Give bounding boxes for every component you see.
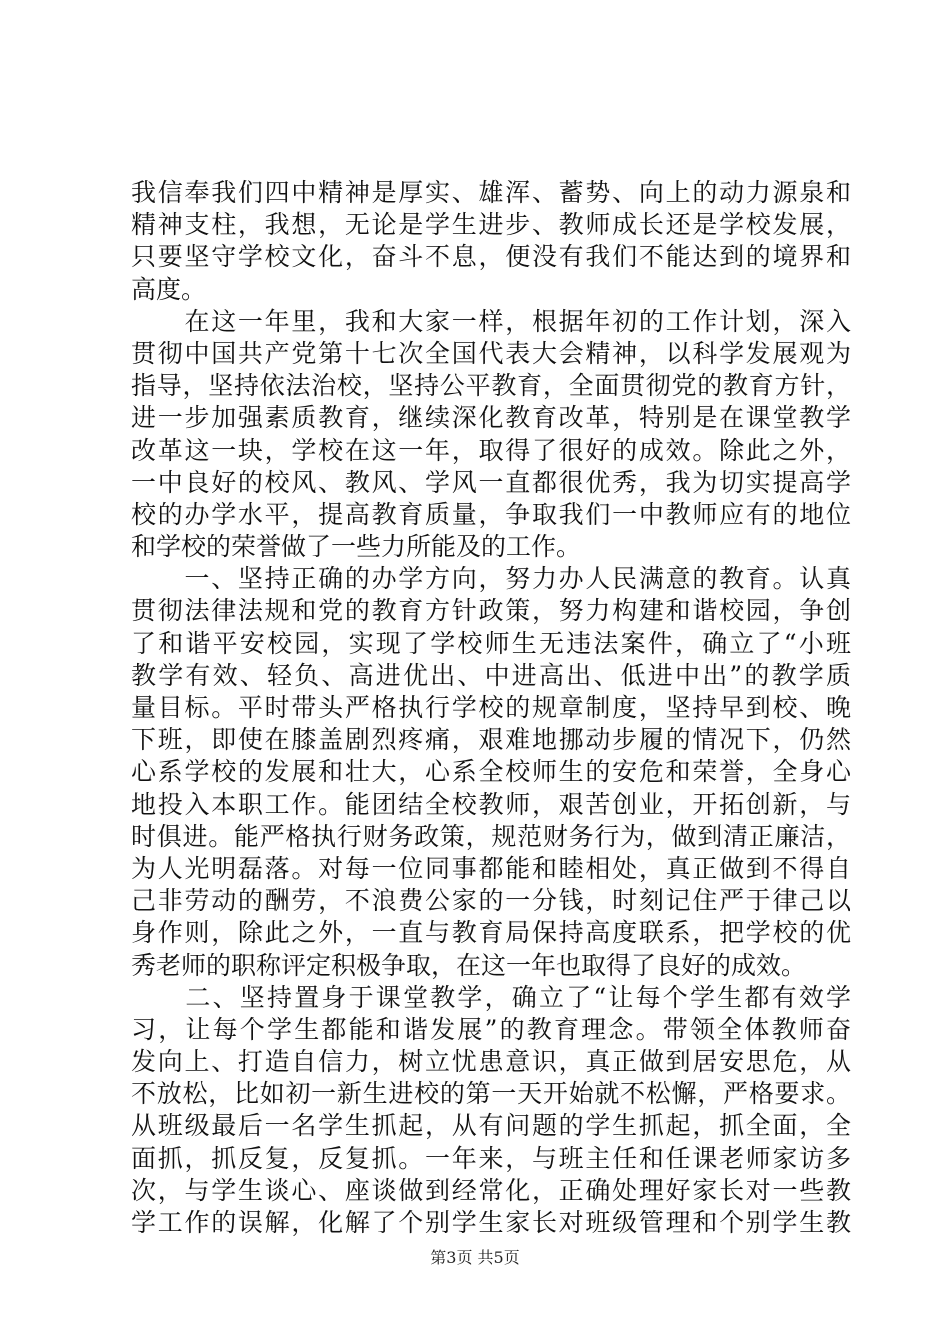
text-line: 发向上、打造自信力，树立忧患意识，真正做到居安思危，从 [131, 1047, 851, 1077]
text-line: 从班级最后一名学生抓起，从有问题的学生抓起，抓全面，全 [131, 1111, 851, 1141]
text-line: 了和谐平安校园，实现了学校师生无违法案件，确立了“小班 [131, 628, 851, 658]
text-line: 量目标。平时带头严格执行学校的规章制度，坚持早到校、晚 [131, 693, 851, 722]
text-line: 面抓，抓反复，反复抓。一年来，与班主任和任课老师家访多 [131, 1143, 851, 1173]
text-line: 秀老师的职称评定积极争取，在这一年也取得了良好的成效。 [131, 950, 807, 980]
page-footer: 第3页 共5页 [430, 1248, 520, 1267]
text-line: 学工作的误解，化解了个别学生家长对班级管理和个别学生教 [131, 1208, 851, 1237]
text-line: 在这一年里，我和大家一样，根据年初的工作计划，深入 [131, 306, 851, 336]
text-line: 贯彻法律法规和党的教育方针政策，努力构建和谐校园，争创 [131, 596, 851, 626]
text-line: 精神支柱，我想，无论是学生进步、教师成长还是学校发展， [131, 210, 851, 240]
text-line: 为人光明磊落。对每一位同事都能和睦相处，真正做到不得自 [131, 853, 851, 883]
text-line: 贯彻中国共产党第十七次全国代表大会精神，以科学发展观为 [131, 338, 851, 368]
text-line: 我信奉我们四中精神是厚实、雄浑、蓄势、向上的动力源泉和 [131, 178, 851, 207]
text-line: 己非劳动的酬劳，不浪费公家的一分钱，时刻记住严于律己以 [131, 886, 851, 916]
text-line: 一、坚持正确的办学方向，努力办人民满意的教育。认真 [131, 564, 851, 594]
text-line: 不放松，比如初一新生进校的第一天开始就不松懈，严格要求。 [131, 1079, 851, 1109]
text-line: 改革这一块，学校在这一年，取得了很好的成效。除此之外， [131, 435, 851, 465]
text-line: 和学校的荣誉做了一些力所能及的工作。 [131, 532, 582, 562]
text-line: 时俱进。能严格执行财务政策，规范财务行为，做到清正廉洁， [131, 821, 851, 851]
text-line: 一中良好的校风、教风、学风一直都很优秀，我为切实提高学 [131, 467, 851, 497]
text-line: 指导，坚持依法治校，坚持公平教育，全面贯彻党的教育方针， [131, 371, 851, 401]
text-line: 习，让每个学生都能和谐发展”的教育理念。带领全体教师奋 [131, 1014, 851, 1044]
text-line: 校的办学水平，提高教育质量，争取我们一中教师应有的地位 [131, 499, 851, 529]
text-line: 只要坚守学校文化，奋斗不息，便没有我们不能达到的境界和 [131, 242, 851, 272]
text-line: 心系学校的发展和壮大，心系全校师生的安危和荣誉，全身心 [131, 757, 851, 787]
text-line: 下班，即使在膝盖剧烈疼痛，艰难地挪动步履的情况下，仍然 [131, 725, 851, 755]
text-line: 教学有效、轻负、高进优出、中进高出、低进中出”的教学质 [131, 660, 851, 690]
text-line: 二、坚持置身于课堂教学，确立了“让每个学生都有效学 [131, 982, 851, 1012]
text-line: 次，与学生谈心、座谈做到经常化，正确处理好家长对一些教 [131, 1175, 851, 1205]
text-line: 身作则，除此之外，一直与教育局保持高度联系，把学校的优 [131, 918, 851, 948]
text-line: 地投入本职工作。能团结全校教师，艰苦创业，开拓创新，与 [131, 789, 851, 819]
body-text [131, 177, 851, 1239]
text-line: 进一步加强素质教育，继续深化教育改革，特别是在课堂教学 [131, 403, 851, 433]
text-line: 高度。 [131, 274, 207, 304]
